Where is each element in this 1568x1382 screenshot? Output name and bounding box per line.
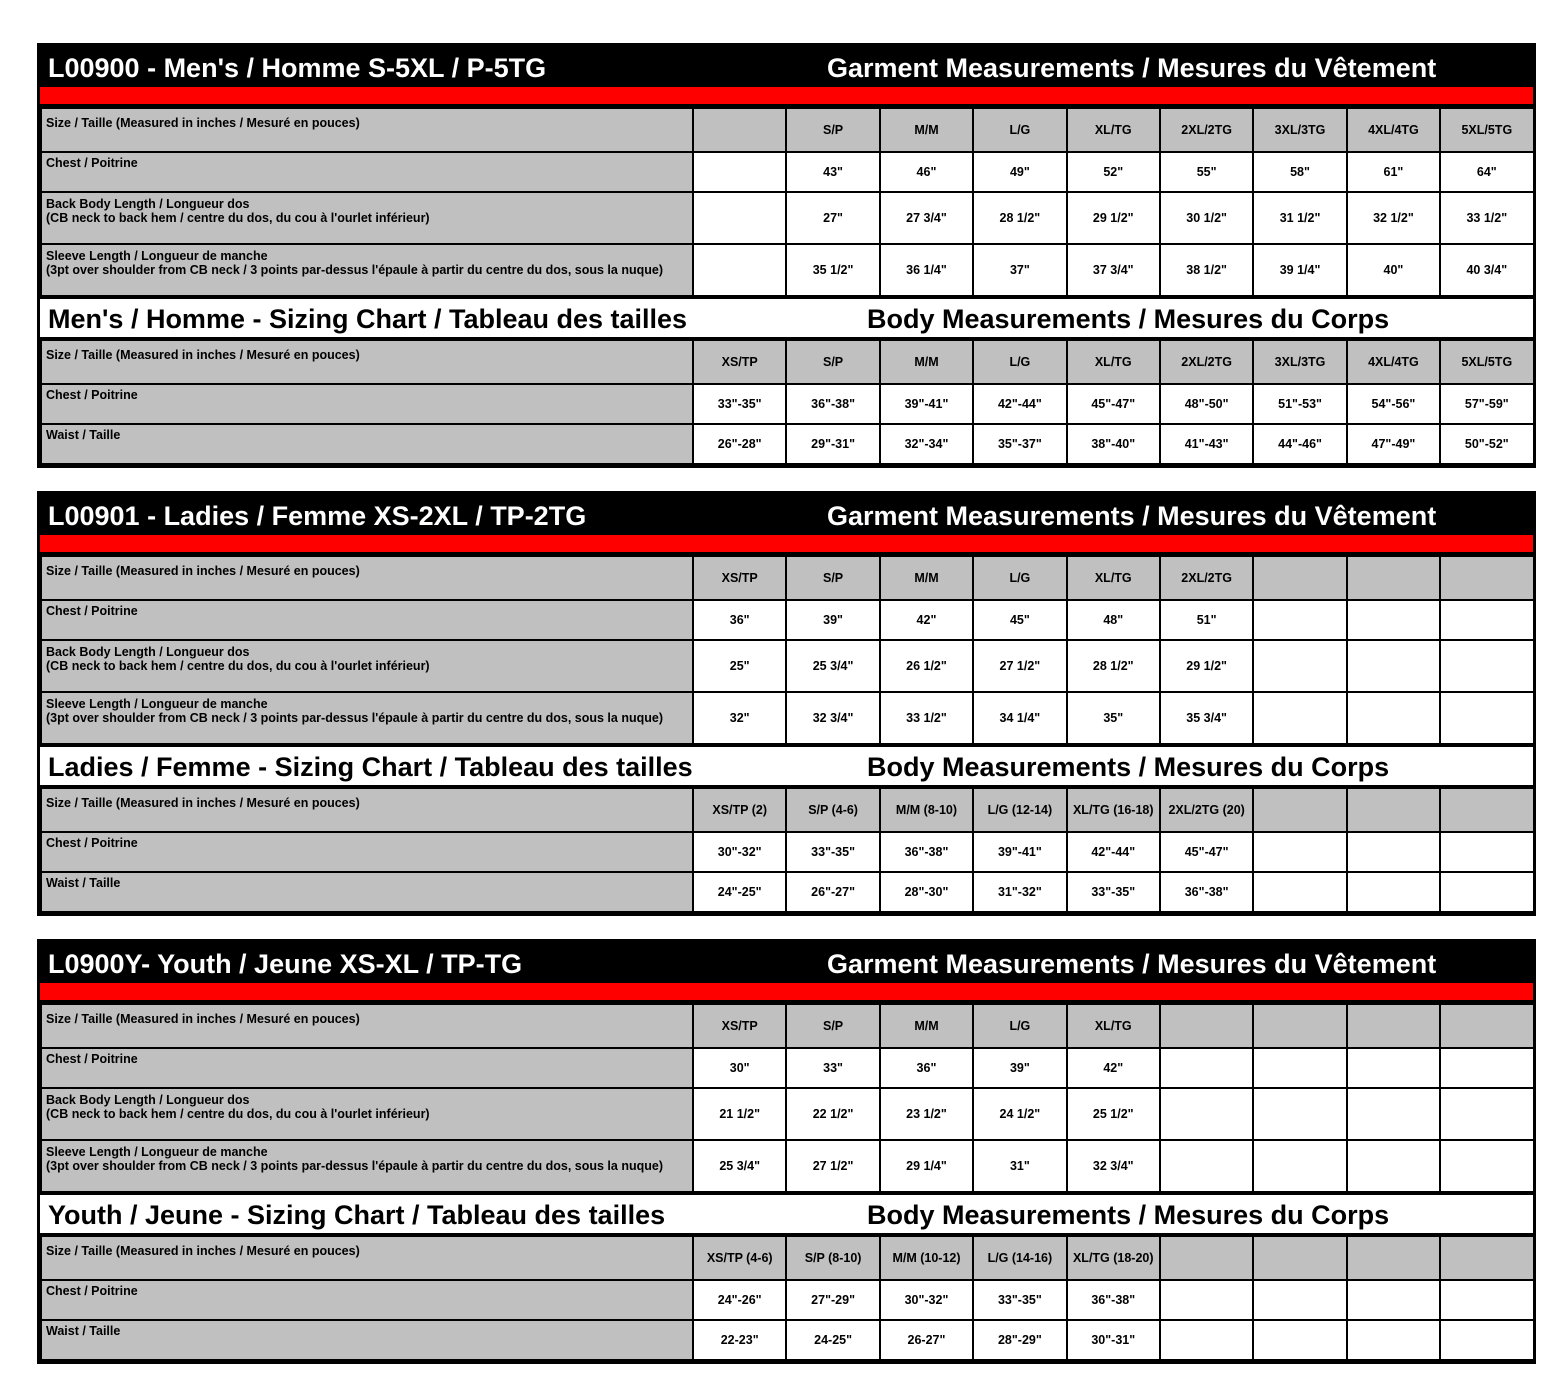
size-column-header: 2XL/2TG — [1160, 340, 1253, 384]
measurement-value — [693, 152, 786, 192]
size-column-header: 5XL/5TG — [1440, 108, 1533, 152]
measurement-value: 42"-44" — [973, 384, 1066, 424]
measurement-value: 30"-31" — [1067, 1320, 1160, 1360]
measurement-value: 32 3/4" — [1067, 1140, 1160, 1192]
measurement-value — [1253, 1320, 1346, 1360]
measurement-name: Back Body Length / Longueur dos — [46, 645, 250, 659]
measurement-label — [41, 1140, 693, 1192]
size-column-header — [1253, 1004, 1346, 1048]
size-column-header — [1440, 788, 1533, 832]
size-column-header: S/P — [786, 108, 879, 152]
measurement-value: 48" — [1067, 600, 1160, 640]
measurement-value: 28 1/2" — [1067, 640, 1160, 692]
measurement-value: 27 3/4" — [880, 192, 973, 244]
measurement-label — [41, 832, 693, 872]
measurement-value — [1347, 600, 1440, 640]
size-column-header: M/M (10-12) — [880, 1236, 973, 1280]
measurement-value — [1347, 1088, 1440, 1140]
measurement-label — [41, 600, 693, 640]
size-column-header: L/G — [973, 556, 1066, 600]
size-row-label: Size / Taille (Measured in inches / Mesuré en pouces) — [41, 1004, 693, 1048]
measurement-type-title: Garment Measurements / Mesures du Vêtement — [827, 949, 1437, 979]
measurement-name: Chest / Poitrine — [46, 604, 138, 618]
measurement-value: 29 1/2" — [1160, 640, 1253, 692]
size-column-header: M/M — [880, 108, 973, 152]
measurement-value: 40" — [1347, 244, 1440, 296]
measurement-value: 38"-40" — [1067, 424, 1160, 464]
measurement-value — [1160, 1280, 1253, 1320]
measurement-value — [1253, 692, 1346, 744]
measurement-value: 32 1/2" — [1347, 192, 1440, 244]
measurement-value — [1347, 692, 1440, 744]
measurement-value: 58" — [1253, 152, 1346, 192]
measurement-note: (CB neck to back hem / centre du dos, du cou à l'ourlet inférieur) — [46, 659, 430, 673]
size-column-header — [1347, 1236, 1440, 1280]
size-column-header: 4XL/4TG — [1347, 340, 1440, 384]
measurement-value: 36"-38" — [1160, 872, 1253, 912]
garment-measurements-block — [37, 491, 1536, 748]
size-column-header — [1440, 556, 1533, 600]
measurement-value: 32"-34" — [880, 424, 973, 464]
measurement-name: Sleeve Length / Longueur de manche — [46, 1145, 268, 1159]
measurement-value — [1160, 1048, 1253, 1088]
measurement-label — [41, 1088, 693, 1140]
measurement-row — [41, 192, 1534, 244]
measurement-row — [41, 152, 1534, 192]
measurement-note: (3pt over shoulder from CB neck / 3 points par-dessus l'épaule à partir du centre du dos, sous la nuque) — [46, 711, 663, 725]
measurement-type-title: Body Measurements / Mesures du Corps — [867, 304, 1390, 334]
size-column-header: XS/TP (2) — [693, 788, 786, 832]
measurement-row — [41, 600, 1534, 640]
garment-header — [40, 942, 1533, 983]
size-column-header: M/M — [880, 340, 973, 384]
size-column-header: M/M (8-10) — [880, 788, 973, 832]
measurement-value — [1253, 1088, 1346, 1140]
measurement-value — [1440, 600, 1533, 640]
size-column-header: S/P (8-10) — [786, 1236, 879, 1280]
measurement-label — [41, 1048, 693, 1088]
red-accent-bar — [40, 535, 1533, 555]
size-column-header: L/G (12-14) — [973, 788, 1066, 832]
measurement-value: 61" — [1347, 152, 1440, 192]
measurement-value: 48"-50" — [1160, 384, 1253, 424]
body-measurements-block — [37, 296, 1536, 468]
measurement-value: 29 1/2" — [1067, 192, 1160, 244]
size-column-header: XL/TG (18-20) — [1067, 1236, 1160, 1280]
size-column-header: S/P (4-6) — [786, 788, 879, 832]
size-header-row — [41, 340, 1534, 384]
product-title: Men's / Homme - Sizing Chart / Tableau des tailles — [48, 304, 688, 334]
measurement-value — [1347, 832, 1440, 872]
measurement-row — [41, 692, 1534, 744]
measurement-value: 45" — [973, 600, 1066, 640]
measurement-value: 39" — [973, 1048, 1066, 1088]
measurement-value — [1160, 1320, 1253, 1360]
measurement-value: 40 3/4" — [1440, 244, 1533, 296]
size-column-header: XS/TP — [693, 556, 786, 600]
measurement-value: 33 1/2" — [880, 692, 973, 744]
product-title: L0900Y- Youth / Jeune XS-XL / TP-TG — [48, 949, 523, 979]
measurement-value — [1440, 1280, 1533, 1320]
garment-size-table — [40, 1003, 1535, 1193]
measurement-value: 33"-35" — [973, 1280, 1066, 1320]
measurement-value: 57"-59" — [1440, 384, 1533, 424]
measurement-row — [41, 832, 1534, 872]
measurement-value: 42" — [880, 600, 973, 640]
measurement-value: 28"-29" — [973, 1320, 1066, 1360]
measurement-name: Chest / Poitrine — [46, 156, 138, 170]
size-column-header: 3XL/3TG — [1253, 108, 1346, 152]
measurement-name: Waist / Taille — [46, 1324, 121, 1338]
size-column-header — [1160, 1236, 1253, 1280]
size-column-header — [1440, 1236, 1533, 1280]
measurement-value — [1347, 640, 1440, 692]
measurement-name: Sleeve Length / Longueur de manche — [46, 249, 268, 263]
measurement-value — [1253, 1280, 1346, 1320]
size-column-header: 2XL/2TG — [1160, 556, 1253, 600]
size-column-header: L/G — [973, 340, 1066, 384]
size-column-header: XL/TG (16-18) — [1067, 788, 1160, 832]
measurement-value: 54"-56" — [1347, 384, 1440, 424]
measurement-value: 31" — [973, 1140, 1066, 1192]
measurement-value: 22-23" — [693, 1320, 786, 1360]
measurement-value — [1440, 640, 1533, 692]
measurement-value — [1440, 872, 1533, 912]
size-column-header — [1253, 1236, 1346, 1280]
measurement-value — [1347, 1140, 1440, 1192]
measurement-value: 21 1/2" — [693, 1088, 786, 1140]
measurement-value: 44"-46" — [1253, 424, 1346, 464]
measurement-label — [41, 152, 693, 192]
measurement-value: 38 1/2" — [1160, 244, 1253, 296]
size-column-header — [1253, 788, 1346, 832]
measurement-value: 26-27" — [880, 1320, 973, 1360]
measurement-value — [1160, 1088, 1253, 1140]
measurement-value — [1253, 1048, 1346, 1088]
body-size-table — [40, 1235, 1535, 1361]
measurement-note: (3pt over shoulder from CB neck / 3 points par-dessus l'épaule à partir du centre du dos, sous la nuque) — [46, 263, 663, 277]
measurement-value — [693, 244, 786, 296]
measurement-label — [41, 244, 693, 296]
measurement-value: 35 1/2" — [786, 244, 879, 296]
measurement-value: 45"-47" — [1067, 384, 1160, 424]
measurement-value — [1253, 1140, 1346, 1192]
measurement-value: 64" — [1440, 152, 1533, 192]
measurement-value — [1440, 832, 1533, 872]
size-column-header: L/G — [973, 108, 1066, 152]
size-column-header: M/M — [880, 1004, 973, 1048]
measurement-value: 42"-44" — [1067, 832, 1160, 872]
size-row-label: Size / Taille (Measured in inches / Mesuré en pouces) — [41, 340, 693, 384]
measurement-value: 33"-35" — [1067, 872, 1160, 912]
body-size-table — [40, 339, 1535, 465]
measurement-row — [41, 1280, 1534, 1320]
measurement-value: 26 1/2" — [880, 640, 973, 692]
measurement-value: 26"-27" — [786, 872, 879, 912]
product-title: L00901 - Ladies / Femme XS-2XL / TP-2TG — [48, 501, 587, 531]
measurement-value: 47"-49" — [1347, 424, 1440, 464]
size-column-header: XL/TG — [1067, 556, 1160, 600]
measurement-value: 30 1/2" — [1160, 192, 1253, 244]
garment-size-table — [40, 555, 1535, 745]
measurement-value: 25 1/2" — [1067, 1088, 1160, 1140]
product-title: Ladies / Femme - Sizing Chart / Tableau des tailles — [48, 752, 693, 782]
size-row-label: Size / Taille (Measured in inches / Mesuré en pouces) — [41, 108, 693, 152]
measurement-label — [41, 384, 693, 424]
size-column-header — [693, 108, 786, 152]
measurement-value: 43" — [786, 152, 879, 192]
measurement-value: 33"-35" — [786, 832, 879, 872]
measurement-name: Chest / Poitrine — [46, 836, 138, 850]
measurement-value — [1253, 600, 1346, 640]
size-column-header: XS/TP — [693, 1004, 786, 1048]
size-column-header: S/P — [786, 556, 879, 600]
garment-header — [40, 46, 1533, 87]
size-column-header: 4XL/4TG — [1347, 108, 1440, 152]
measurement-label — [41, 424, 693, 464]
measurement-value — [1440, 1140, 1533, 1192]
measurement-value — [1347, 1048, 1440, 1088]
size-column-header — [1347, 788, 1440, 832]
measurement-value: 34 1/4" — [973, 692, 1066, 744]
measurement-value — [1253, 832, 1346, 872]
measurement-value: 28 1/2" — [973, 192, 1066, 244]
measurement-label — [41, 1280, 693, 1320]
measurement-note: (CB neck to back hem / centre du dos, du cou à l'ourlet inférieur) — [46, 211, 430, 225]
measurement-value — [1440, 1088, 1533, 1140]
size-column-header — [1160, 1004, 1253, 1048]
measurement-label — [41, 1320, 693, 1360]
body-header — [40, 299, 1533, 339]
measurement-value: 35" — [1067, 692, 1160, 744]
measurement-value: 33" — [786, 1048, 879, 1088]
size-column-header — [1253, 556, 1346, 600]
measurement-type-title: Garment Measurements / Mesures du Vêtement — [827, 501, 1437, 531]
measurement-name: Chest / Poitrine — [46, 1052, 138, 1066]
body-header — [40, 1195, 1533, 1235]
size-header-row — [41, 1004, 1534, 1048]
measurement-row — [41, 424, 1534, 464]
measurement-row — [41, 1140, 1534, 1192]
measurement-value: 36" — [693, 600, 786, 640]
measurement-value: 22 1/2" — [786, 1088, 879, 1140]
measurement-name: Waist / Taille — [46, 876, 121, 890]
size-row-label: Size / Taille (Measured in inches / Mesuré en pouces) — [41, 788, 693, 832]
measurement-value: 49" — [973, 152, 1066, 192]
measurement-value: 46" — [880, 152, 973, 192]
measurement-value: 37 3/4" — [1067, 244, 1160, 296]
measurement-value: 29 1/4" — [880, 1140, 973, 1192]
size-column-header: M/M — [880, 556, 973, 600]
measurement-row — [41, 640, 1534, 692]
measurement-value: 28"-30" — [880, 872, 973, 912]
measurement-value — [1347, 872, 1440, 912]
measurement-value: 41"-43" — [1160, 424, 1253, 464]
measurement-value: 27" — [786, 192, 879, 244]
body-size-table — [40, 787, 1535, 913]
measurement-value: 37" — [973, 244, 1066, 296]
measurement-value — [1160, 1140, 1253, 1192]
measurement-value: 51" — [1160, 600, 1253, 640]
measurement-name: Sleeve Length / Longueur de manche — [46, 697, 268, 711]
measurement-value — [1440, 1048, 1533, 1088]
measurement-value: 31"-32" — [973, 872, 1066, 912]
product-title: L00900 - Men's / Homme S-5XL / P-5TG — [48, 53, 547, 83]
measurement-row — [41, 1320, 1534, 1360]
measurement-value: 27 1/2" — [973, 640, 1066, 692]
body-header — [40, 747, 1533, 787]
size-column-header: XL/TG — [1067, 108, 1160, 152]
size-column-header: XS/TP — [693, 340, 786, 384]
size-column-header: 2XL/2TG — [1160, 108, 1253, 152]
measurement-note: (3pt over shoulder from CB neck / 3 points par-dessus l'épaule à partir du centre du dos, sous la nuque) — [46, 1159, 663, 1173]
measurement-value: 36 1/4" — [880, 244, 973, 296]
measurement-value: 33 1/2" — [1440, 192, 1533, 244]
measurement-value: 36"-38" — [786, 384, 879, 424]
size-column-header: S/P — [786, 1004, 879, 1048]
measurement-value: 29"-31" — [786, 424, 879, 464]
measurement-label — [41, 872, 693, 912]
measurement-note: (CB neck to back hem / centre du dos, du cou à l'ourlet inférieur) — [46, 1107, 430, 1121]
measurement-value: 24-25" — [786, 1320, 879, 1360]
red-accent-bar — [40, 87, 1533, 107]
measurement-name: Waist / Taille — [46, 428, 121, 442]
measurement-value: 30"-32" — [880, 1280, 973, 1320]
measurement-row — [41, 1088, 1534, 1140]
size-column-header: 2XL/2TG (20) — [1160, 788, 1253, 832]
size-header-row — [41, 108, 1534, 152]
size-column-header: XL/TG — [1067, 340, 1160, 384]
measurement-value: 52" — [1067, 152, 1160, 192]
measurement-value: 39 1/4" — [1253, 244, 1346, 296]
measurement-value: 50"-52" — [1440, 424, 1533, 464]
measurement-value: 33"-35" — [693, 384, 786, 424]
measurement-value — [1440, 692, 1533, 744]
measurement-value: 51"-53" — [1253, 384, 1346, 424]
measurement-value: 27 1/2" — [786, 1140, 879, 1192]
size-column-header: XS/TP (4-6) — [693, 1236, 786, 1280]
size-header-row — [41, 788, 1534, 832]
measurement-value: 24"-25" — [693, 872, 786, 912]
body-measurements-block — [37, 1192, 1536, 1364]
size-column-header: L/G — [973, 1004, 1066, 1048]
measurement-value: 36" — [880, 1048, 973, 1088]
measurement-value: 25 3/4" — [786, 640, 879, 692]
measurement-value: 25 3/4" — [693, 1140, 786, 1192]
measurement-value: 45"-47" — [1160, 832, 1253, 872]
measurement-value: 39"-41" — [973, 832, 1066, 872]
measurement-value: 42" — [1067, 1048, 1160, 1088]
size-column-header: 5XL/5TG — [1440, 340, 1533, 384]
measurement-name: Chest / Poitrine — [46, 388, 138, 402]
measurement-value: 30"-32" — [693, 832, 786, 872]
measurement-label — [41, 192, 693, 244]
size-row-label: Size / Taille (Measured in inches / Mesuré en pouces) — [41, 556, 693, 600]
measurement-value — [693, 192, 786, 244]
measurement-label — [41, 692, 693, 744]
measurement-value: 36"-38" — [1067, 1280, 1160, 1320]
measurement-row — [41, 244, 1534, 296]
measurement-value — [1440, 1320, 1533, 1360]
measurement-type-title: Body Measurements / Mesures du Corps — [867, 752, 1390, 782]
garment-header — [40, 494, 1533, 535]
measurement-value — [1347, 1320, 1440, 1360]
measurement-value: 23 1/2" — [880, 1088, 973, 1140]
measurement-value: 39"-41" — [880, 384, 973, 424]
measurement-value — [1253, 872, 1346, 912]
measurement-value: 27"-29" — [786, 1280, 879, 1320]
measurement-value — [1347, 1280, 1440, 1320]
measurement-type-title: Body Measurements / Mesures du Corps — [867, 1200, 1390, 1230]
measurement-value: 32 3/4" — [786, 692, 879, 744]
size-column-header: 3XL/3TG — [1253, 340, 1346, 384]
red-accent-bar — [40, 983, 1533, 1003]
measurement-name: Back Body Length / Longueur dos — [46, 1093, 250, 1107]
measurement-value: 30" — [693, 1048, 786, 1088]
measurement-name: Chest / Poitrine — [46, 1284, 138, 1298]
measurement-label — [41, 640, 693, 692]
measurement-value: 26"-28" — [693, 424, 786, 464]
measurement-row — [41, 1048, 1534, 1088]
size-column-header: XL/TG — [1067, 1004, 1160, 1048]
size-column-header — [1347, 1004, 1440, 1048]
measurement-value: 35"-37" — [973, 424, 1066, 464]
size-column-header: S/P — [786, 340, 879, 384]
size-column-header: L/G (14-16) — [973, 1236, 1066, 1280]
size-row-label: Size / Taille (Measured in inches / Mesuré en pouces) — [41, 1236, 693, 1280]
measurement-value: 32" — [693, 692, 786, 744]
measurement-value: 24"-26" — [693, 1280, 786, 1320]
measurement-name: Back Body Length / Longueur dos — [46, 197, 250, 211]
size-column-header — [1347, 556, 1440, 600]
measurement-value: 39" — [786, 600, 879, 640]
garment-measurements-block — [37, 43, 1536, 300]
measurement-value: 35 3/4" — [1160, 692, 1253, 744]
measurement-type-title: Garment Measurements / Mesures du Vêtement — [827, 53, 1437, 83]
measurement-value: 55" — [1160, 152, 1253, 192]
product-title: Youth / Jeune - Sizing Chart / Tableau des tailles — [48, 1200, 666, 1230]
size-column-header — [1440, 1004, 1533, 1048]
measurement-value — [1253, 640, 1346, 692]
body-measurements-block — [37, 744, 1536, 916]
garment-measurements-block — [37, 939, 1536, 1196]
garment-size-table — [40, 107, 1535, 297]
size-header-row — [41, 556, 1534, 600]
measurement-value: 31 1/2" — [1253, 192, 1346, 244]
measurement-value: 36"-38" — [880, 832, 973, 872]
measurement-row — [41, 872, 1534, 912]
measurement-value: 24 1/2" — [973, 1088, 1066, 1140]
size-header-row — [41, 1236, 1534, 1280]
measurement-value: 25" — [693, 640, 786, 692]
measurement-row — [41, 384, 1534, 424]
